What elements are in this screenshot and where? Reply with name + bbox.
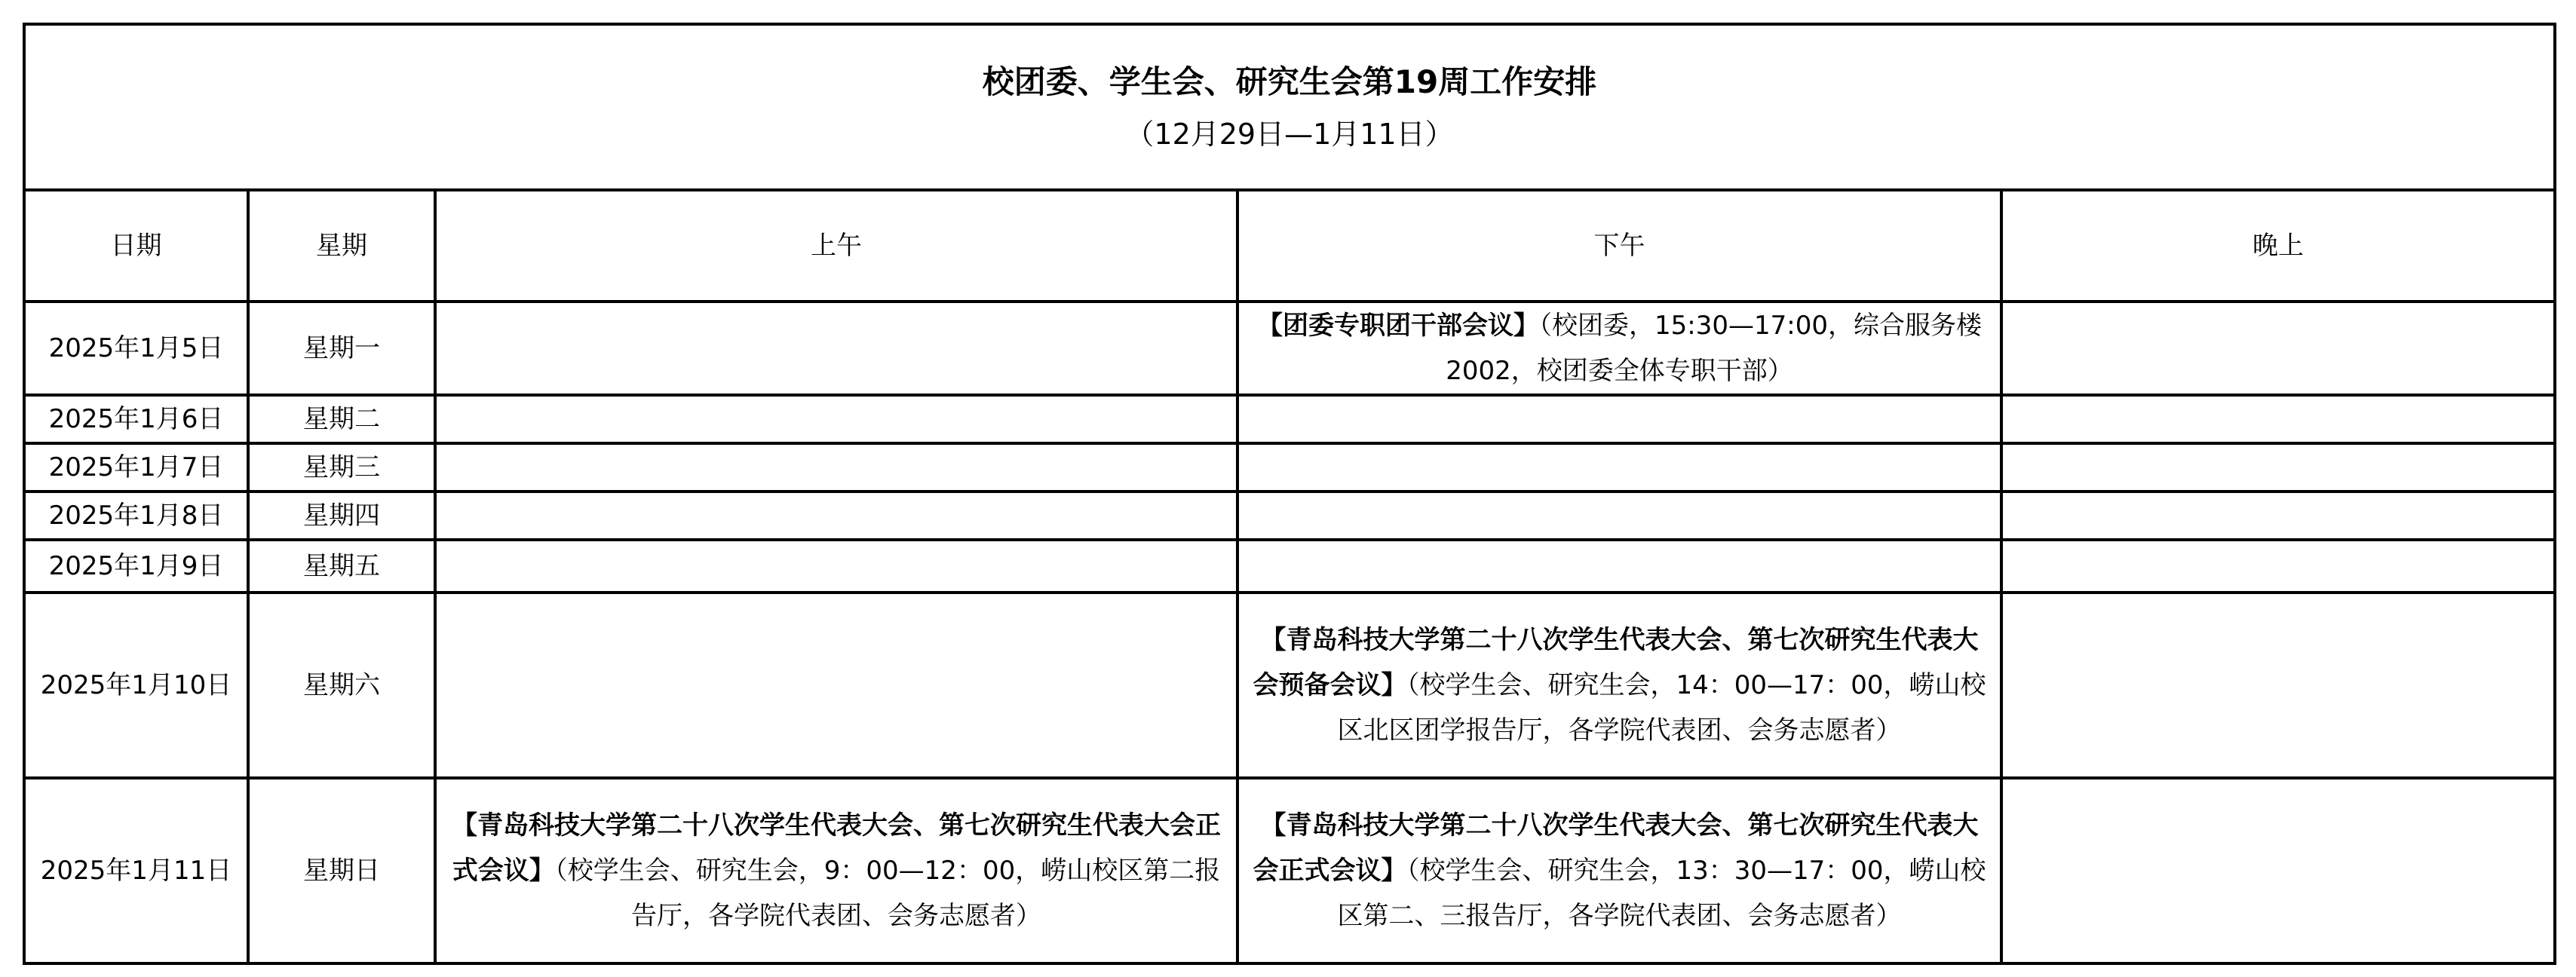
header-date: 日期 — [24, 190, 248, 302]
date-cell: 2025年1月8日 — [24, 492, 248, 540]
evening-cell — [2001, 492, 2555, 540]
weekday-cell: 星期四 — [248, 492, 435, 540]
header-morning: 上午 — [435, 190, 1237, 302]
evening-cell — [2001, 443, 2555, 492]
table-row — [24, 302, 2555, 395]
afternoon-cell — [1237, 540, 2001, 593]
evening-cell — [2001, 540, 2555, 593]
date-cell: 2025年1月11日 — [24, 778, 248, 963]
weekday-cell: 星期日 — [248, 778, 435, 963]
weekday-cell: 星期三 — [248, 443, 435, 492]
date-cell: 2025年1月6日 — [24, 395, 248, 443]
weekday-cell: 星期一 — [248, 302, 435, 395]
evening-cell — [2001, 395, 2555, 443]
schedule-table — [23, 23, 2556, 965]
afternoon-cell — [1237, 395, 2001, 443]
afternoon-cell — [1237, 443, 2001, 492]
event-details: （校学生会、研究生会，13：30—17：00，崂山校区第二、三报告厅，各学院代表团、会务志愿者） — [1337, 856, 1986, 931]
morning-cell — [435, 540, 1237, 593]
header-evening: 晚上 — [2001, 190, 2555, 302]
table-row — [24, 492, 2555, 540]
table-row — [24, 540, 2555, 593]
header-afternoon: 下午 — [1237, 190, 2001, 302]
evening-cell — [2001, 302, 2555, 395]
table-row — [24, 395, 2555, 443]
event-details: （校学生会、研究生会，9：00—12：00，崂山校区第二报告厅，各学院代表团、会务志愿者） — [554, 856, 1221, 931]
event-name: 【青岛科技大学第二十八次学生代表大会、第七次研究生代表大会正式会议】 — [1253, 810, 1979, 886]
weekday-cell: 星期五 — [248, 540, 435, 593]
title-row — [24, 24, 2555, 190]
weekday-cell: 星期二 — [248, 395, 435, 443]
morning-cell — [435, 443, 1237, 492]
evening-cell — [2001, 593, 2555, 778]
event-details: （校学生会、研究生会，14：00—17：00，崂山校区北区团学报告厅，各学院代表团、会务志愿者） — [1337, 670, 1986, 746]
morning-cell — [435, 593, 1237, 778]
table-row — [24, 443, 2555, 492]
table-row — [24, 593, 2555, 778]
event-name: 【团委专职团干部会议】 — [1257, 311, 1540, 341]
evening-cell — [2001, 778, 2555, 963]
afternoon-cell — [1237, 593, 2001, 778]
date-cell: 2025年1月10日 — [24, 593, 248, 778]
header-row — [24, 190, 2555, 302]
afternoon-cell — [1237, 302, 2001, 395]
morning-cell — [435, 492, 1237, 540]
event-name: 【青岛科技大学第二十八次学生代表大会、第七次研究生代表大会预备会议】 — [1253, 625, 1979, 700]
event-name: 【青岛科技大学第二十八次学生代表大会、第七次研究生代表大会正式会议】 — [452, 810, 1221, 886]
header-weekday: 星期 — [248, 190, 435, 302]
event-details: （校团委，15:30—17:00，综合服务楼2002，校团委全体专职干部） — [1446, 311, 1982, 386]
morning-cell — [435, 778, 1237, 963]
title-cell — [24, 24, 2555, 190]
weekday-cell: 星期六 — [248, 593, 435, 778]
date-cell: 2025年1月5日 — [24, 302, 248, 395]
afternoon-cell — [1237, 778, 2001, 963]
page-subtitle: （12月29日—1月11日） — [1125, 118, 1454, 151]
table-row — [24, 778, 2555, 963]
afternoon-cell — [1237, 492, 2001, 540]
morning-cell — [435, 395, 1237, 443]
morning-cell — [435, 302, 1237, 395]
date-cell: 2025年1月9日 — [24, 540, 248, 593]
page-title: 校团委、学生会、研究生会第19周工作安排 — [982, 63, 1597, 100]
date-cell: 2025年1月7日 — [24, 443, 248, 492]
